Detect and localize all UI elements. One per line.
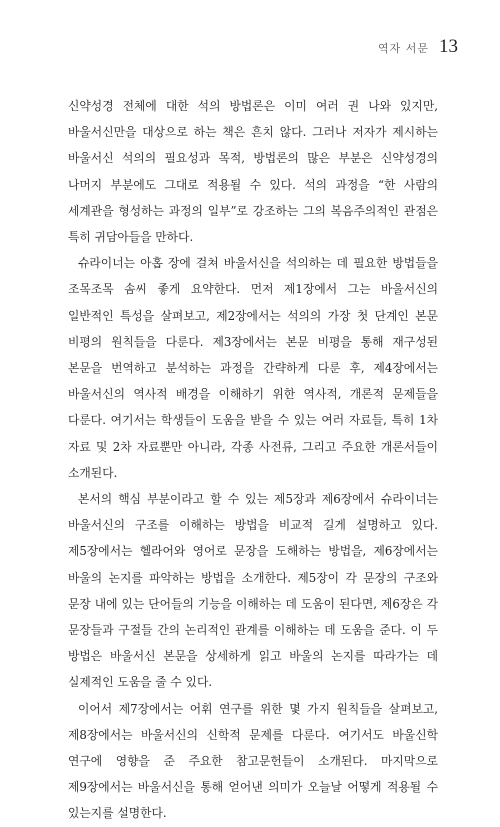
page-header bbox=[378, 36, 458, 58]
body-text bbox=[68, 93, 438, 827]
paragraph-4: 이어서 제7장에서는 어휘 연구를 위한 몇 가지 원칙들을 살펴보고, 제8장에서는 바울서신의 신학적 문제를 다룬다. 여기서도 바울신학 연구에 영향을 준 주요한 참고문헌들이 소개된다. 마지막으로 제9장에서는 바울서신을 통해 얻어낸 의미가 오늘날 어떻게 적용될 수 있는지를 설명한다. bbox=[68, 701, 438, 821]
paragraph-3: 본서의 핵심 부분이라고 할 수 있는 제5장과 제6장에서 슈라이너는 바울서신의 구조를 이해하는 방법을 비교적 길게 설명하고 있다. 제5장에서는 헬라어와 영어로 문장을 도해하는 방법을, 제6장에서는 바울의 논지를 파악하는 방법을 소개한다. 제5장이 각 문장의 구조와 문장 내에 있는 단어들의 기능을 이해하는 데 도움이 된다면, 제6장은 각 문장들과 구절들 간의 논리적인 관계를 이해하는 데 도움을 준다. 이 두 방법은 바울서신 본문을 상세하게 읽고 바울의 논지를 따라가는 데 실제적인 도움을 줄 수 있다. bbox=[68, 492, 438, 690]
page-number: 13 bbox=[439, 36, 458, 57]
paragraph-2: 슈라이너는 아홉 장에 걸쳐 바울서신을 석의하는 데 필요한 방법들을 조목조목 솜씨 좋게 요약한다. 먼저 제1장에서 그는 바울서신의 일반적인 특성을 살펴보고, 제2장에서는 석의의 가장 첫 단계인 본문 비평의 원칙들을 다룬다. 제3장에서는 본문 비평을 통해 재구성된 본문을 번역하고 분석하는 과정을 간략하게 다룬 후, 제4장에서는 바울서신의 역사적 배경을 이해하기 위한 역사적, 개론적 문제들을 다룬다. 여기서는 학생들이 도움을 받을 수 있는 여러 자료들, 특히 1차 자료 및 2차 자료뿐만 아니라, 각종 사전류, 그리고 주요한 개론서들이 소개된다. bbox=[68, 256, 438, 480]
paragraph-1: 신약성경 전체에 대한 석의 방법론은 이미 여러 권 나와 있지만, 바울서신만을 대상으로 하는 책은 흔치 않다. 그러나 저자가 제시하는 바울서신 석의의 필요성과 목적, 방법론의 많은 부분은 신약성경의 나머지 부분에도 그대로 적용될 수 있다. 석의 과정을 “한 사람의 세계관을 형성하는 과정의 일부”로 강조하는 그의 복음주의적인 관점은 특히 귀담아들을 만하다. bbox=[68, 99, 438, 245]
running-title: 역자 서문 bbox=[377, 42, 429, 55]
